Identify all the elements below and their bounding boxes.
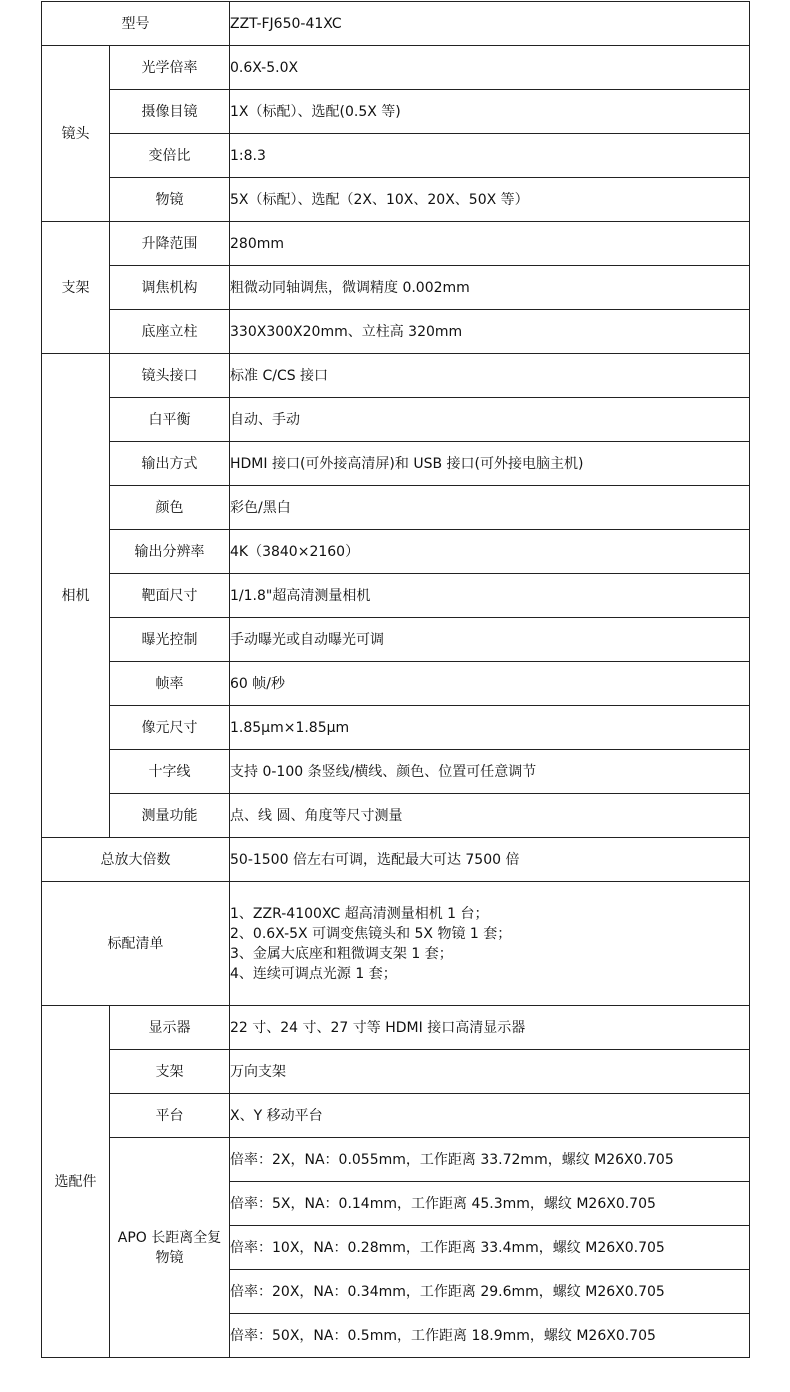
table-row (42, 90, 750, 134)
table-row (42, 838, 750, 882)
spec-label: 颜色 (110, 486, 230, 530)
spec-label: 曝光控制 (110, 618, 230, 662)
table-row (42, 354, 750, 398)
table-row (42, 1050, 750, 1094)
table-row (42, 882, 750, 1006)
spec-value: 1/1.8"超高清测量相机 (230, 574, 750, 618)
spec-value: 0.6X-5.0X (230, 46, 750, 90)
table-row (42, 2, 750, 46)
table-row (42, 134, 750, 178)
apo-spec-value: 倍率：2X，NA：0.055mm，工作距离 33.72mm，螺纹 M26X0.705 (230, 1138, 750, 1182)
table-row (42, 310, 750, 354)
apo-spec-value: 倍率：20X，NA：0.34mm，工作距离 29.6mm，螺纹 M26X0.705 (230, 1270, 750, 1314)
spec-label: 输出方式 (110, 442, 230, 486)
spec-value: 支持 0-100 条竖线/横线、颜色、位置可任意调节 (230, 750, 750, 794)
spec-label: 底座立柱 (110, 310, 230, 354)
spec-label: 物镜 (110, 178, 230, 222)
table-row (42, 530, 750, 574)
lens-group-label: 镜头 (42, 46, 110, 222)
spec-value: 1X（标配）、选配(0.5X 等) (230, 90, 750, 134)
spec-value: HDMI 接口(可外接高清屏)和 USB 接口(可外接电脑主机) (230, 442, 750, 486)
table-row (42, 398, 750, 442)
spec-value: 1.85μm×1.85μm (230, 706, 750, 750)
total-mag-label: 总放大倍数 (42, 838, 230, 882)
spec-label: 像元尺寸 (110, 706, 230, 750)
spec-value: 60 帧/秒 (230, 662, 750, 706)
apo-label-line1: APO 长距离全复 (117, 1229, 222, 1246)
spec-value: 标准 C/CS 接口 (230, 354, 750, 398)
spec-label: 调焦机构 (110, 266, 230, 310)
spec-value: 22 寸、24 寸、27 寸等 HDMI 接口高清显示器 (230, 1006, 750, 1050)
spec-label: 支架 (110, 1050, 230, 1094)
table-row (42, 222, 750, 266)
camera-group-label: 相机 (42, 354, 110, 838)
apo-spec-value: 倍率：10X，NA：0.28mm，工作距离 33.4mm，螺纹 M26X0.705 (230, 1226, 750, 1270)
apo-spec-value: 倍率：5X，NA：0.14mm，工作距离 45.3mm，螺纹 M26X0.705 (230, 1182, 750, 1226)
spec-value: 点、线 圆、角度等尺寸测量 (230, 794, 750, 838)
standard-list (230, 882, 750, 1006)
spec-value: 万向支架 (230, 1050, 750, 1094)
table-row (42, 46, 750, 90)
model-label: 型号 (42, 2, 230, 46)
spec-value: 1:8.3 (230, 134, 750, 178)
standard-list-label: 标配清单 (42, 882, 230, 1006)
spec-table (41, 1, 750, 1358)
list-item: 2、0.6X-5X 可调变焦镜头和 5X 物镜 1 套； (230, 925, 512, 942)
table-row (42, 442, 750, 486)
spec-label: 靶面尺寸 (110, 574, 230, 618)
table-row (42, 486, 750, 530)
spec-label: 光学倍率 (110, 46, 230, 90)
table-row (42, 1006, 750, 1050)
stand-group-label: 支架 (42, 222, 110, 354)
spec-label: 摄像目镜 (110, 90, 230, 134)
spec-value: 4K（3840×2160） (230, 530, 750, 574)
total-mag-value: 50-1500 倍左右可调，选配最大可达 7500 倍 (230, 838, 750, 882)
table-row (42, 794, 750, 838)
spec-label: 镜头接口 (110, 354, 230, 398)
spec-value: 280mm (230, 222, 750, 266)
table-row (42, 618, 750, 662)
table-row (42, 1138, 750, 1182)
table-row (42, 706, 750, 750)
model-value: ZZT-FJ650-41XC (230, 2, 750, 46)
spec-value: 5X（标配）、选配（2X、10X、20X、50X 等） (230, 178, 750, 222)
spec-value: X、Y 移动平台 (230, 1094, 750, 1138)
table-row (42, 574, 750, 618)
spec-label: 白平衡 (110, 398, 230, 442)
spec-label: 变倍比 (110, 134, 230, 178)
table-row (42, 1094, 750, 1138)
spec-value: 自动、手动 (230, 398, 750, 442)
spec-value: 彩色/黑白 (230, 486, 750, 530)
optional-group-label: 选配件 (42, 1006, 110, 1358)
spec-label: 帧率 (110, 662, 230, 706)
table-row (42, 750, 750, 794)
apo-objective-label (110, 1138, 230, 1358)
spec-label: 十字线 (110, 750, 230, 794)
spec-label: 平台 (110, 1094, 230, 1138)
table-row (42, 178, 750, 222)
spec-label: 升降范围 (110, 222, 230, 266)
spec-label: 输出分辨率 (110, 530, 230, 574)
list-item: 4、连续可调点光源 1 套； (230, 965, 397, 982)
spec-value: 手动曝光或自动曝光可调 (230, 618, 750, 662)
table-row (42, 266, 750, 310)
spec-label: 显示器 (110, 1006, 230, 1050)
apo-spec-value: 倍率：50X，NA：0.5mm，工作距离 18.9mm，螺纹 M26X0.705 (230, 1314, 750, 1358)
list-item: 1、ZZR-4100XC 超高清测量相机 1 台； (230, 905, 489, 922)
apo-label-line2: 物镜 (155, 1249, 184, 1266)
spec-label: 测量功能 (110, 794, 230, 838)
spec-value: 粗微动同轴调焦，微调精度 0.002mm (230, 266, 750, 310)
table-row (42, 662, 750, 706)
list-item: 3、金属大底座和粗微调支架 1 套； (230, 945, 453, 962)
spec-value: 330X300X20mm、立柱高 320mm (230, 310, 750, 354)
